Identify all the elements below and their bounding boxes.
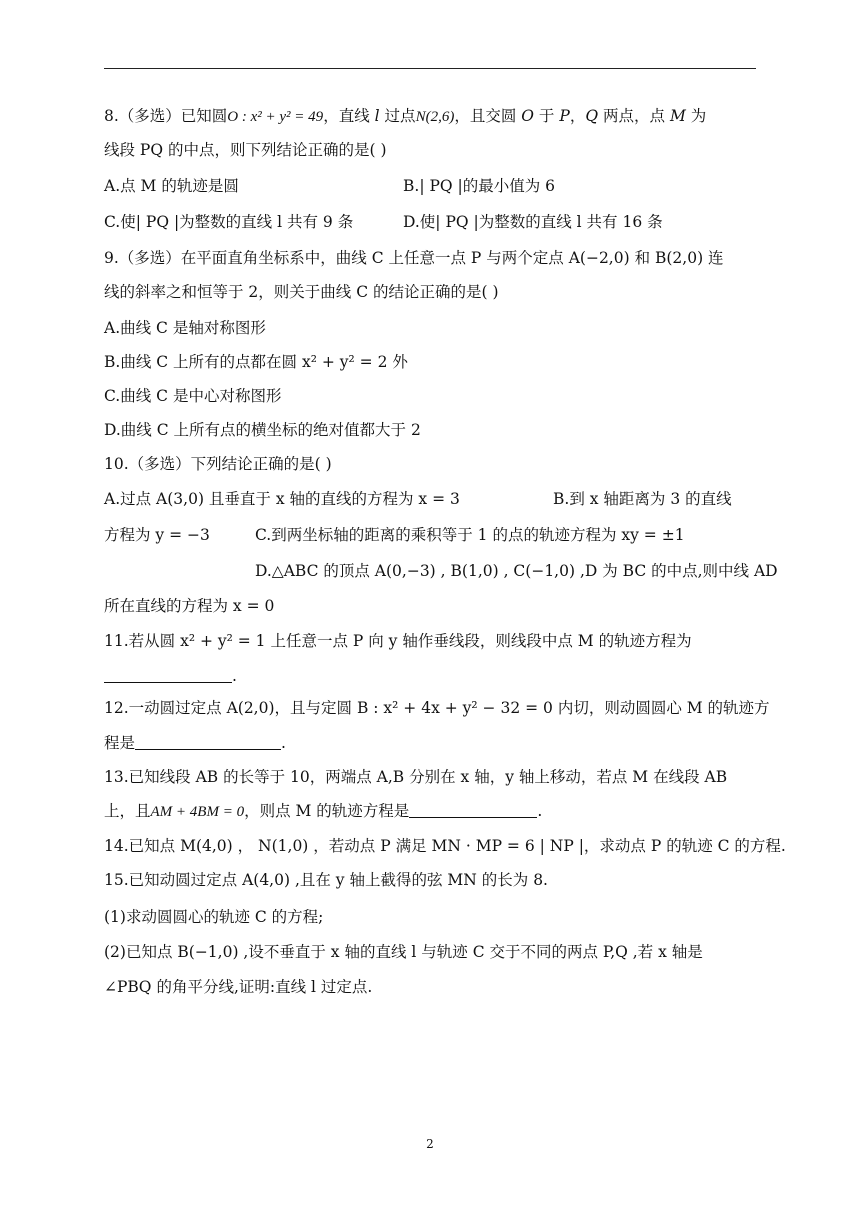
q10-line5: 所在直线的方程为 x = 0 bbox=[104, 597, 275, 615]
q8-option-b: B.| PQ |的最小值为 6 bbox=[403, 177, 556, 195]
q15-line1: 15.已知动圆过定点 A(4,0) ,且在 y 轴上截得的弦 MN 的长为 8. bbox=[104, 871, 548, 889]
q11-line2: . bbox=[104, 666, 237, 686]
q10-line3: 方程为 y = −3 bbox=[104, 526, 210, 544]
q9-line1: 9.（多选）在平面直角坐标系中，曲线 C 上任意一点 P 与两个定点 A(−2,0) 和 B(2,0) 连 bbox=[104, 249, 724, 267]
q15-part2-line2: ∠PBQ 的角平分线,证明:直线 l 过定点. bbox=[104, 978, 373, 996]
q10-option-a: A.过点 A(3,0) 且垂直于 x 轴的直线的方程为 x = 3 bbox=[104, 490, 460, 508]
header-rule bbox=[104, 68, 756, 69]
q8-option-d: D.使| PQ |为整数的直线 l 共有 16 条 bbox=[403, 213, 663, 231]
q9-option-a: A.曲线 C 是轴对称图形 bbox=[104, 319, 266, 337]
q13-line2: 上，且AM + 4BM = 0，则点 M 的轨迹方程是 . bbox=[104, 802, 543, 820]
q8-line1: 8.（多选）已知圆O : x² + y² = 49，直线 l 过点N(2,6)，且交圆 O 于 P，Q 两点，点 M 为 bbox=[104, 107, 707, 125]
q13-answer-blank[interactable] bbox=[409, 803, 537, 818]
q10-line1: 10.（多选）下列结论正确的是( ) bbox=[104, 455, 332, 473]
q14-line1: 14.已知点 M(4,0) ， N(1,0) ，若动点 P 满足 MN · MP = 6 | NP |，求动点 P 的轨迹 C 的方程. bbox=[104, 837, 786, 855]
q8-option-c: C.使| PQ |为整数的直线 l 共有 9 条 bbox=[104, 213, 354, 231]
q10-option-d: D.△ABC 的顶点 A(0,−3) , B(1,0) , C(−1,0) ,D 为 BC 的中点,则中线 AD bbox=[255, 562, 778, 580]
q11-answer-blank[interactable] bbox=[104, 668, 232, 683]
page-number: 2 bbox=[426, 1137, 434, 1151]
q12-line1: 12.一动圆过定点 A(2,0)，且与定圆 B : x² + 4x + y² − 32 = 0 内切，则动圆圆心 M 的轨迹方 bbox=[104, 699, 770, 717]
q9-line2: 线的斜率之和恒等于 2，则关于曲线 C 的结论正确的是( ) bbox=[104, 283, 499, 301]
q8-option-a: A.点 M 的轨迹是圆 bbox=[104, 177, 239, 195]
q13-line1: 13.已知线段 AB 的长等于 10，两端点 A,B 分别在 x 轴，y 轴上移动，若点 M 在线段 AB bbox=[104, 768, 728, 786]
q12-answer-blank[interactable] bbox=[135, 735, 281, 750]
q15-part2-line1: (2)已知点 B(−1,0) ,设不垂直于 x 轴的直线 l 与轨迹 C 交于不同的两点 P,Q ,若 x 轴是 bbox=[104, 943, 703, 961]
q15-part1: (1)求动圆圆心的轨迹 C 的方程; bbox=[104, 908, 324, 926]
q9-option-c: C.曲线 C 是中心对称图形 bbox=[104, 387, 282, 405]
q10-option-b: B.到 x 轴距离为 3 的直线 bbox=[553, 490, 732, 508]
q12-line2: 程是 . bbox=[104, 734, 286, 752]
q8-line2: 线段 PQ 的中点，则下列结论正确的是( ) bbox=[104, 141, 387, 159]
q10-option-c: C.到两坐标轴的距离的乘积等于 1 的点的轨迹方程为 xy = ±1 bbox=[255, 526, 685, 544]
q9-option-b: B.曲线 C 上所有的点都在圆 x² + y² = 2 外 bbox=[104, 353, 408, 371]
q13-vector-equation: AM + 4BM = 0 bbox=[150, 804, 245, 820]
q9-option-d: D.曲线 C 上所有点的横坐标的绝对值都大于 2 bbox=[104, 421, 421, 439]
q11-line1: 11.若从圆 x² + y² = 1 上任意一点 P 向 y 轴作垂线段，则线段中点 M 的轨迹方程为 bbox=[104, 632, 692, 650]
